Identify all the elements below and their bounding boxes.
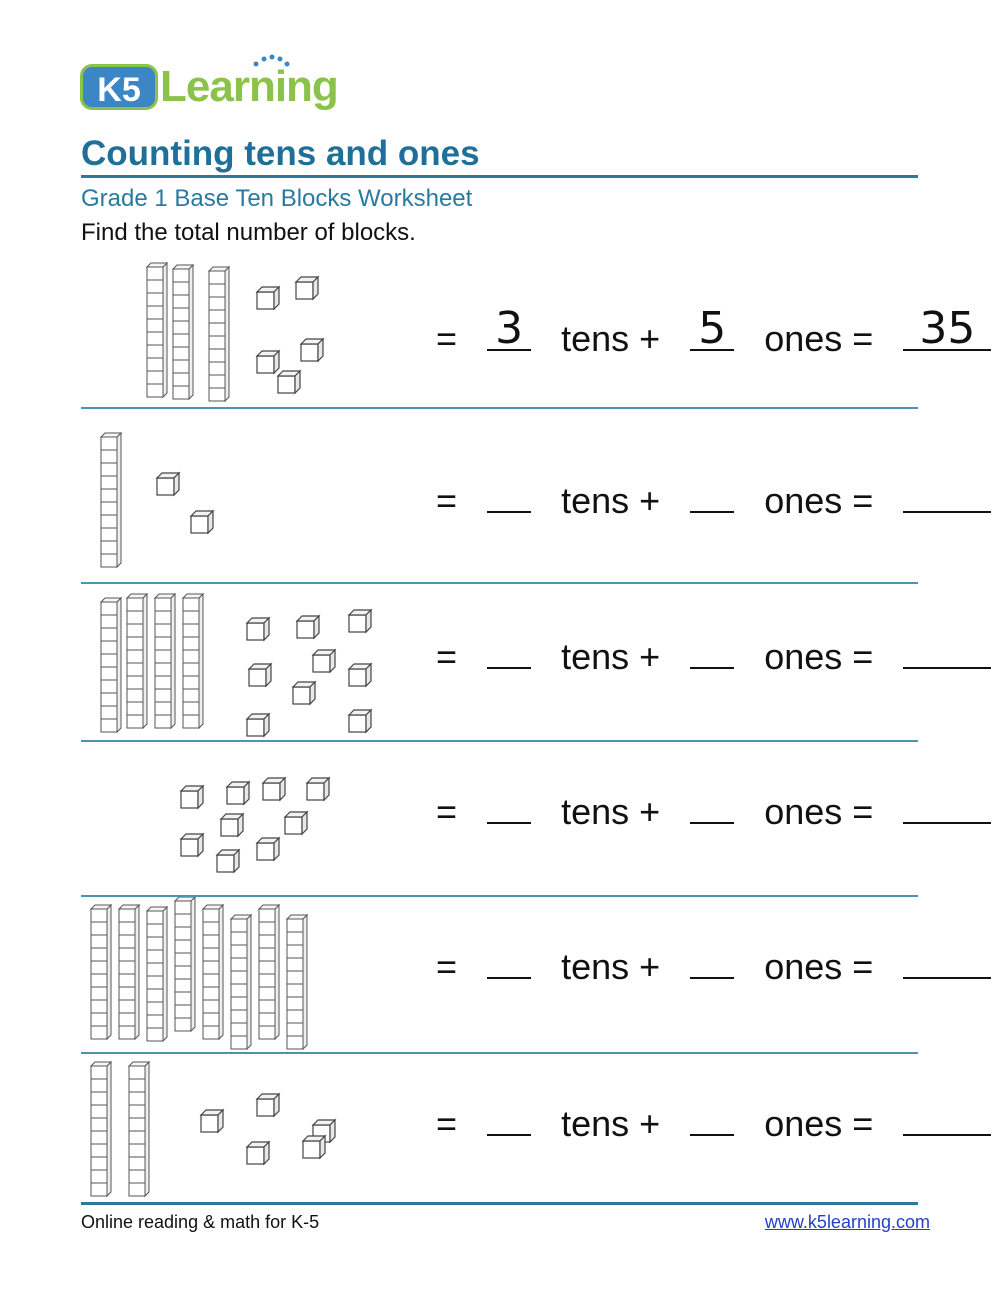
tens-label: tens + (561, 791, 661, 832)
tens-rod (231, 915, 251, 1049)
equation (436, 475, 991, 522)
ones-cube (247, 1142, 269, 1164)
problem-row-5 (81, 897, 918, 1054)
ones-label: ones = (764, 636, 874, 677)
problem-row-4 (81, 742, 918, 897)
tens-rod (91, 1062, 111, 1196)
total-answer-blank[interactable] (903, 303, 991, 354)
tens-rod (101, 433, 121, 567)
tens-answer-blank[interactable] (487, 941, 531, 979)
ones-answer-blank[interactable] (690, 475, 734, 513)
ones-answer-blank[interactable] (690, 631, 734, 669)
ones-cube (191, 511, 213, 533)
ones-cube (303, 1136, 325, 1158)
tens-rod (91, 905, 111, 1039)
ones-cube (296, 277, 318, 299)
logo-wordmark: Learning (160, 62, 338, 111)
ones-answer-blank[interactable] (690, 303, 734, 354)
equals-sign: = (436, 1103, 458, 1144)
base-ten-blocks (81, 255, 421, 409)
ones-cube (293, 682, 315, 704)
ones-cube (313, 650, 335, 672)
tens-answer-blank[interactable] (487, 786, 531, 824)
tens-rod (147, 907, 167, 1041)
tens-rod (101, 598, 121, 732)
tens-label: tens + (561, 1103, 661, 1144)
equation (436, 941, 991, 988)
ones-answer: 5 (698, 303, 727, 354)
tens-rod (155, 594, 175, 728)
base-ten-blocks (81, 897, 421, 1054)
tens-rod (119, 905, 139, 1039)
ones-label: ones = (764, 318, 874, 359)
problem-row-1 (81, 255, 976, 409)
base-ten-blocks (81, 742, 421, 897)
footer-tagline: Online reading & math for K-5 (81, 1212, 320, 1232)
footer-link[interactable]: www.k5learning.com (764, 1212, 930, 1232)
ones-cube (257, 287, 279, 309)
ones-cube (201, 1110, 223, 1132)
title-divider (81, 175, 918, 178)
ones-cube (257, 351, 279, 373)
ones-cube (221, 814, 243, 836)
ones-cube (249, 664, 271, 686)
ones-answer-blank[interactable] (690, 786, 734, 824)
equation (436, 303, 991, 360)
tens-answer-blank[interactable] (487, 1098, 531, 1136)
tens-rod (129, 1062, 149, 1196)
page-title: Counting tens and ones (81, 134, 480, 173)
tens-answer-blank[interactable] (487, 475, 531, 513)
ones-cube (278, 371, 300, 393)
ones-cube (349, 610, 371, 632)
tens-rod (127, 594, 147, 728)
total-answer-blank[interactable] (903, 475, 991, 513)
total-answer: 35 (919, 303, 976, 354)
problem-row-6 (81, 1054, 918, 1202)
tens-rod (209, 267, 229, 401)
problem-row-3 (81, 584, 918, 742)
base-ten-blocks (81, 584, 421, 742)
base-ten-blocks (81, 1054, 421, 1202)
total-answer-blank[interactable] (903, 1098, 991, 1136)
equals-sign: = (436, 946, 458, 987)
tens-answer-blank[interactable] (487, 303, 531, 354)
ones-cube (227, 782, 249, 804)
tens-label: tens + (561, 946, 661, 987)
tens-label: tens + (561, 480, 661, 521)
equals-sign: = (436, 636, 458, 677)
k5-learning-logo (80, 54, 340, 120)
page-subtitle: Grade 1 Base Ten Blocks Worksheet (81, 185, 473, 212)
tens-rod (175, 897, 195, 1031)
ones-cube (157, 473, 179, 495)
ones-label: ones = (764, 791, 874, 832)
ones-cube (181, 834, 203, 856)
equation (436, 786, 991, 833)
ones-label: ones = (764, 946, 874, 987)
ones-cube (181, 786, 203, 808)
tens-rod (203, 905, 223, 1039)
ones-cube (247, 714, 269, 736)
total-answer-blank[interactable] (903, 786, 991, 824)
logo-badge: K5 (80, 64, 158, 110)
tens-answer: 3 (495, 303, 524, 354)
equation (436, 631, 991, 678)
tens-rod (147, 263, 167, 397)
ones-cube (247, 618, 269, 640)
ones-label: ones = (764, 1103, 874, 1144)
equals-sign: = (436, 480, 458, 521)
tens-rod (259, 905, 279, 1039)
base-ten-blocks (81, 409, 421, 584)
ones-cube (301, 339, 323, 361)
ones-answer-blank[interactable] (690, 941, 734, 979)
equation (436, 1098, 991, 1145)
ones-cube (349, 664, 371, 686)
ones-cube (263, 778, 285, 800)
equals-sign: = (436, 318, 458, 359)
total-answer-blank[interactable] (903, 941, 991, 979)
tens-rod (173, 265, 193, 399)
equals-sign: = (436, 791, 458, 832)
footer-divider (81, 1202, 918, 1205)
problem-row-2 (81, 409, 918, 584)
total-answer-blank[interactable] (903, 631, 991, 669)
ones-cube (257, 838, 279, 860)
ones-cube (349, 710, 371, 732)
ones-cube (297, 616, 319, 638)
tens-answer-blank[interactable] (487, 631, 531, 669)
ones-cube (307, 778, 329, 800)
ones-answer-blank[interactable] (690, 1098, 734, 1136)
instructions: Find the total number of blocks. (81, 219, 416, 246)
tens-rod (183, 594, 203, 728)
ones-cube (257, 1094, 279, 1116)
ones-cube (217, 850, 239, 872)
ones-label: ones = (764, 480, 874, 521)
tens-label: tens + (561, 318, 661, 359)
ones-cube (285, 812, 307, 834)
tens-label: tens + (561, 636, 661, 677)
tens-rod (287, 915, 307, 1049)
